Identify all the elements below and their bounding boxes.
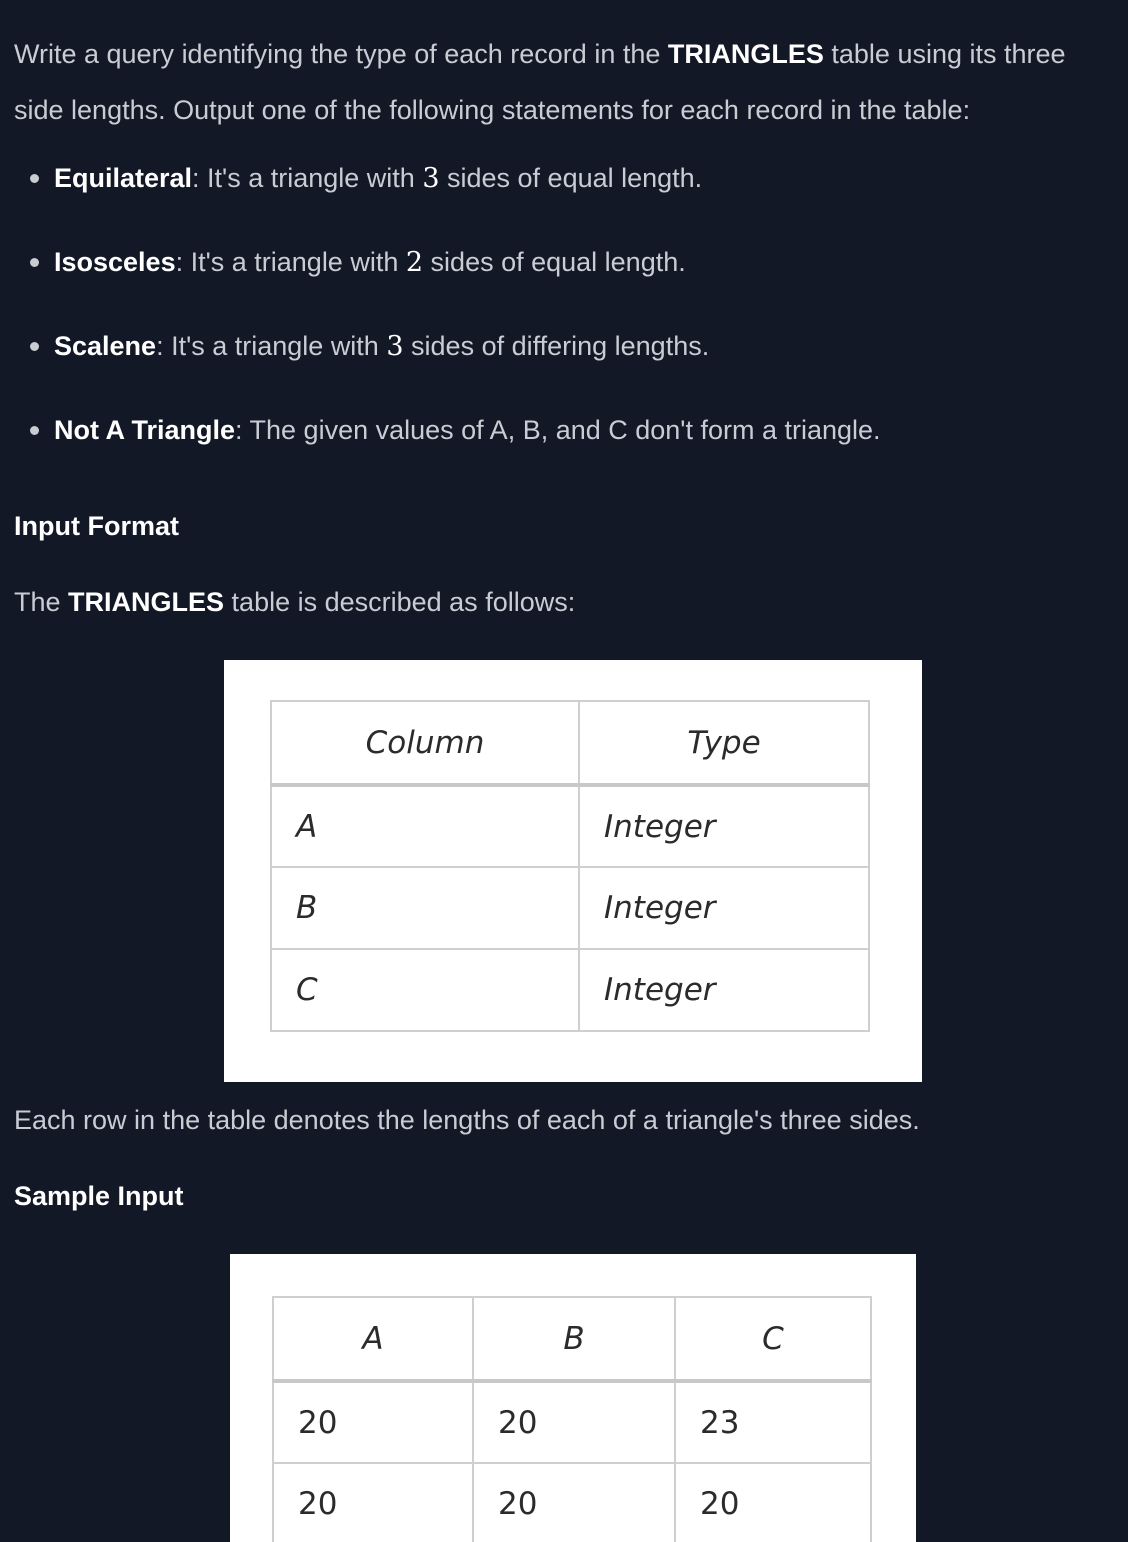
side-count: 2 — [405, 247, 424, 278]
intro-table-name: TRIANGLES — [667, 39, 824, 69]
row-note-paragraph: Each row in the table denotes the lengths of each of a triangle's three sides. — [14, 1105, 920, 1135]
description-text: : It's a triangle with — [175, 247, 406, 277]
bullet-dot-icon — [30, 258, 39, 267]
table-row — [271, 867, 869, 949]
header-b: B — [473, 1297, 675, 1381]
para-text: The — [14, 587, 69, 617]
cell-a: 20 — [273, 1463, 473, 1542]
table-header-row — [273, 1297, 871, 1381]
table-header-row — [271, 701, 869, 785]
list-item-not-a-triangle — [14, 402, 881, 486]
table-row — [273, 1381, 871, 1463]
para-text: table is described as follows: — [224, 587, 576, 617]
list-item-scalene — [14, 318, 881, 402]
sample-input-heading: Sample Input — [14, 1181, 184, 1211]
description-text: sides of equal length. — [423, 247, 686, 277]
side-count: 3 — [386, 331, 404, 362]
description-text: : It's a triangle with — [156, 331, 387, 361]
column-cell: A — [271, 785, 579, 867]
sample-input-table — [272, 1296, 872, 1542]
cell-c: 23 — [675, 1381, 871, 1463]
intro-paragraph — [14, 26, 1114, 138]
term-label: Equilateral — [54, 163, 193, 193]
type-cell: Integer — [579, 867, 869, 949]
input-format-paragraph — [14, 582, 575, 622]
term-label: Not A Triangle — [54, 415, 236, 445]
cell-b: 20 — [473, 1381, 675, 1463]
bullet-dot-icon — [30, 174, 39, 183]
side-count: 3 — [422, 163, 440, 194]
header-a: A — [273, 1297, 473, 1381]
intro-text-2: table using its three side lengths. Output one of the following statements for each record in the table: — [14, 39, 1066, 125]
type-cell: Integer — [579, 785, 869, 867]
cell-b: 20 — [473, 1463, 675, 1542]
type-header: Type — [579, 701, 869, 785]
cell-c: 20 — [675, 1463, 871, 1542]
bullet-dot-icon — [30, 426, 39, 435]
header-c: C — [675, 1297, 871, 1381]
description-text: : It's a triangle with — [192, 163, 423, 193]
column-cell: B — [271, 867, 579, 949]
table-row — [271, 785, 869, 867]
triangle-types-list — [14, 150, 881, 486]
list-item-equilateral — [14, 150, 881, 234]
term-label: Scalene — [54, 331, 157, 361]
description-text: sides of equal length. — [439, 163, 703, 193]
column-header: Column — [271, 701, 579, 785]
table-name: TRIANGLES — [68, 587, 225, 617]
description-text: : The given values of A, B, and C don't form a triangle. — [235, 415, 881, 445]
schema-table — [270, 700, 870, 1032]
description-text: sides of differing lengths. — [403, 331, 710, 361]
cell-a: 20 — [273, 1381, 473, 1463]
intro-text-1: Write a query identifying the type of each record in the — [14, 39, 668, 69]
table-row — [271, 949, 869, 1031]
type-cell: Integer — [579, 949, 869, 1031]
table-row — [273, 1463, 871, 1542]
sample-input-image — [230, 1254, 916, 1542]
input-format-heading: Input Format — [14, 511, 179, 541]
schema-table-image — [224, 660, 922, 1082]
bullet-dot-icon — [30, 342, 39, 351]
term-label: Isosceles — [54, 247, 176, 277]
list-item-isosceles — [14, 234, 881, 318]
column-cell: C — [271, 949, 579, 1031]
